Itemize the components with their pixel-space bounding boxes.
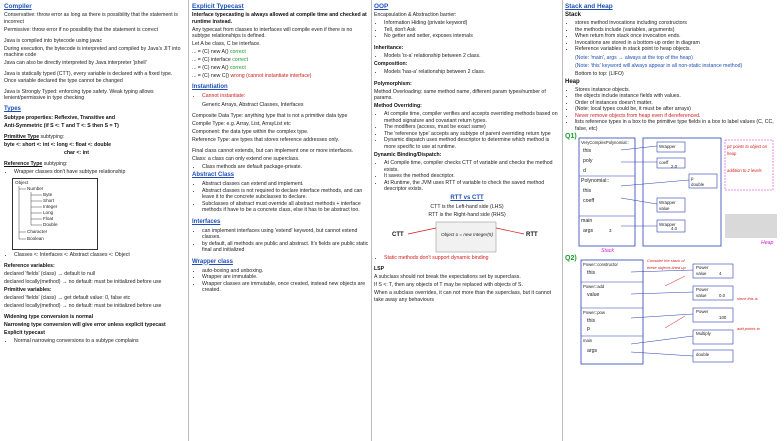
heap-object: coeff <box>659 160 669 165</box>
lsp-title: LSP <box>374 266 385 272</box>
section-title-explicit-typecast: Explicit Typecast <box>192 3 244 10</box>
oop-bullet: • Information Hiding (private keyword) <box>384 20 560 27</box>
heap-object: Power <box>696 287 709 292</box>
heap-bullet: • Order of instances doesn't matter. <box>575 100 781 107</box>
frame-row: p <box>587 326 590 332</box>
stack-bullet: • the methods include (variables, arguments) <box>575 27 781 34</box>
java-line: During execution, the bytecode is interpreted and compiled by Java's JIT into machine code <box>4 45 181 58</box>
heap-object: value <box>696 271 707 276</box>
reference-type-title: Reference Type <box>4 161 43 167</box>
stack-note: (Note: 'main', args → always at the top of the heap) <box>575 54 693 61</box>
example-row: ... = (C) new A() correct <box>192 65 246 71</box>
rtt-line: CTT is the Left-hand side (LHS) <box>430 203 504 210</box>
wrapper-line: • auto-boxing and unboxing. <box>202 268 370 275</box>
tree-node: Double <box>43 221 58 227</box>
q1-label: Q1) <box>565 133 577 140</box>
example-row: ... = (C) new A() correct <box>192 49 246 55</box>
static-typed-text: Java is statically typed (CTT), every variable is declared with a fixed type. Once variable declared the type cannot be changed <box>4 71 173 84</box>
frame-row: this <box>583 188 592 194</box>
java-line: Java can also be directly interpreted by Java interpreter 'jshell' <box>4 60 147 66</box>
annotation: since this is <box>737 296 758 301</box>
heap-object: Multiply <box>696 331 711 336</box>
tree-node: Number <box>27 185 44 191</box>
oop-line: Encapsulation & Abstraction barrier: <box>374 12 457 18</box>
tree-node: Integer <box>43 203 58 209</box>
example-row: ... = (C) new C() wrong (cannot instantiate interface) <box>192 73 312 79</box>
column-divider <box>371 0 372 441</box>
lsp-line: If S <: T, then any objects of T may be replaced with objects of S. <box>374 282 523 288</box>
inheritance-bullet: • Models 'is-a' relationship between 2 class. <box>384 53 560 60</box>
composition-bullet: • Models 'has-a' relationship between 2 class. <box>384 69 560 76</box>
column-divider <box>188 0 189 441</box>
wrapper-line: • Wrapper are immutable. <box>202 274 370 281</box>
explicit-line: • Normal narrowing conversions to a subtype complains <box>14 338 186 345</box>
tree-node: Byte <box>43 191 53 197</box>
primitive-chain: char <: int <box>64 150 89 156</box>
component-text: Component: the data type within the complex type. <box>192 128 309 135</box>
interfaces-line: • by default, all methods are public and abstract. It's fields are public static final and initialized <box>202 241 370 254</box>
heap-bullet: • Never remove objects from heap even if dereferenced. <box>575 113 781 120</box>
dynamic-bullet: • At Compile time, compiler checks CTT of variable and checks the method exists. <box>384 160 560 173</box>
overriding-bullet: • The 'reference type' accepts any subtype of parent overriding return type <box>384 131 560 138</box>
overriding-title: Method Overriding: <box>374 103 422 109</box>
heap-bullet: • Stores instance objects. <box>575 87 781 94</box>
primvar-line: declared locally(method) → no default: must be initialized before use <box>4 303 162 309</box>
dynamic-binding-title: Dynamic Binding/Dispatch: <box>374 152 442 158</box>
explicit-title: Explicit typecast <box>4 330 45 336</box>
typecast-line: Any typecast from classes to interfaces will compile even if there is no subtype relationships is defined. <box>192 26 353 39</box>
sketch-ctt-label: CTT <box>392 231 404 238</box>
heap-object: double <box>691 182 705 187</box>
sketch-center-text: Object o = new Integer(5) <box>441 231 493 237</box>
stack-title: Stack <box>565 12 582 18</box>
heap-bullet: • lists reference types in a box to the primitive type fields in a box to label values (C, CC, false, etc) <box>575 119 781 132</box>
stack-note: (Note: 'this' keyword will always appear in all non-static instance method) <box>575 62 743 69</box>
section-title-interfaces: Interfaces <box>192 218 221 225</box>
types-line: Anti-Symmetric (if S <: T and T <: S then S = T) <box>4 123 119 129</box>
frame-row: coeff <box>583 198 595 204</box>
overriding-bullet: • Dynamic dispatch uses method descriptor to determine which method is more specific to use at runtime. <box>384 137 560 150</box>
heap-object: Wrapper <box>659 200 676 205</box>
frame-row: Polynomial:: <box>581 178 610 184</box>
rtt-ctt-sketch <box>374 220 560 254</box>
tree-lines <box>13 179 97 249</box>
annotation: add points to <box>737 326 760 331</box>
tree-node: Float <box>43 215 54 221</box>
reference-type-sub: subtyping: <box>43 161 68 167</box>
section-title-abstract: Abstract Class <box>192 172 235 178</box>
heap-object: Power <box>696 265 709 270</box>
lifo-text: Bottom to top: (LIFO) <box>575 70 624 77</box>
oop-bullet: • No getter and setter, exposes internals <box>384 33 560 40</box>
typecast-line: Interface typecasting is always allowed at compile time and checked at runtime instead. <box>192 12 367 25</box>
column-divider <box>562 0 563 441</box>
refvar-title: Reference variables: <box>4 263 55 269</box>
frame-title: Power::constructor <box>583 262 618 267</box>
frame-row: value <box>587 292 600 298</box>
polymorphism-title: Polymorphism: <box>374 80 412 87</box>
oop-bullet: • Tell, don't Ask <box>384 27 560 34</box>
stack-bullet: • stores method invocations including constructors <box>575 20 781 27</box>
stack-heap-diagram-q2 <box>565 256 781 366</box>
tree-node: Object <box>15 179 29 185</box>
frame-row: args <box>587 348 598 354</box>
composite-text: Composite Data Type: anything type that is not a primitive data type <box>192 112 348 119</box>
primitive-chain: byte <: short <: int <: long <: float <: double <box>4 142 112 148</box>
section-title-instantiation: Instantiation <box>192 84 228 90</box>
heap-value: 3 <box>609 228 612 233</box>
frame-row: this <box>587 270 596 276</box>
abstract-line: • Abstract classes is not required to declare interface methods, and can leave it to the concrete subclasses to declare. <box>202 188 370 201</box>
overloading-text: Method Overloading: same method name, different param types/number of params. <box>374 88 546 101</box>
reference-type-text: Reference Type: are types that stores reference addresses only. <box>192 136 340 143</box>
inst-line: Generic Arrays, Abstract Classes, Interfaces <box>202 101 304 108</box>
example-row: ... = (C) interface correct <box>192 57 249 63</box>
heap-object: value <box>659 206 670 211</box>
stack-bullet: • Invocations are stored in a bottom-up order in diagram <box>575 40 781 47</box>
tree-node: Long <box>43 209 54 215</box>
type-hierarchy-diagram <box>12 178 98 250</box>
primvar-line: declared 'fields' (class) → get default value: 0, false etc <box>4 295 131 301</box>
heap-bullet: • (Note: local types could be, it must be after arrays) <box>575 106 781 113</box>
column-stack-heap <box>565 3 781 441</box>
abstract-line: • Subclasses of abstract must override all abstract methods + interface methods if have to be a concrete class, else it has to be abstract too. <box>202 201 370 214</box>
final-text: Final class cannot extends, but can implement one or more interfaces. <box>192 147 354 154</box>
wrapper-line: • Wrapper classes are immutable, once created, instead new objects are created. <box>202 281 370 294</box>
tree-node: Short <box>43 197 54 203</box>
inheritance-title: Inheritance: <box>374 44 404 51</box>
class-bullet: • Class methods are default package-private. <box>202 164 370 171</box>
types-line: Subtype properties: Reflexive, Transitive and <box>4 115 115 121</box>
widening-title: Widening type conversion is normal <box>4 314 94 320</box>
frame-row: poly <box>583 158 593 164</box>
section-title-wrapper: Wrapper class <box>192 258 233 265</box>
heap-value: 0.0 <box>719 293 726 298</box>
annotation: Consider the stack of these objects lined up <box>647 258 686 270</box>
compiler-conservative: Conservative: throw error as long as there is possibility that the statement is incorrect <box>4 12 178 25</box>
class-text: Class: a class can only extend one superclass. <box>192 155 300 162</box>
column-oop <box>374 3 560 441</box>
stack-bullet: • Reference variables in stack point to heap objects. <box>575 46 781 53</box>
heap-object: Power <box>696 309 709 314</box>
lsp-line: When a subclass overrides, it can not more than the superclass, but it cannot take away any behaviours <box>374 290 552 303</box>
heap-bullet: • the objects include instance fields with values. <box>575 93 781 100</box>
compile-type-text: Compile Type: e.g. Array, List, ArrayList etc <box>192 120 291 127</box>
heap-object: double <box>696 352 710 357</box>
rtt-line: RTT is the Right-hand side (RHS) <box>428 211 506 218</box>
heap-object: value <box>696 293 707 298</box>
primitive-type-sub: subtyping: <box>40 134 65 140</box>
tree-node: Character <box>27 228 48 234</box>
narrowing-title: Narrowing type conversion will give error unless explicit typecast <box>4 322 166 328</box>
frame-title: VeryComplexPolynomial:: <box>581 140 629 145</box>
annotation: ptr points to object on heap <box>727 144 768 156</box>
frame-row: main <box>581 218 593 224</box>
abstract-line: • Abstract classes can extend and implement. <box>202 181 370 188</box>
refvar-line: declared locally(method) → no default: must be initialized before use <box>4 279 162 285</box>
q2-label: Q2) <box>565 255 577 262</box>
strong-typed-text: Java is Strongly Typed: enforcing type safety. Weak typing allows lenient/permissive in type checking <box>4 88 154 101</box>
column-compiler-types <box>4 3 186 441</box>
example-intro: Let A be class, C be interface. <box>192 41 261 47</box>
inst-line: • Cannot instantiate: <box>202 93 370 100</box>
stack-bullet: • When return from stack once invocation ends. <box>575 33 781 40</box>
java-line: Java is compiled into bytecode using javac <box>4 37 103 44</box>
primitive-type-title: Primitive Type <box>4 134 40 140</box>
annotation: addition to 2 levels <box>727 168 762 173</box>
composition-title: Composition: <box>374 61 408 67</box>
frame-title: Power::pow <box>583 310 605 315</box>
section-title-oop: OOP <box>374 3 389 10</box>
frame-row: this <box>587 318 596 324</box>
section-title-types: Types <box>4 106 21 112</box>
heap-object: Wrapper <box>659 222 676 227</box>
heap-value: 4 <box>719 271 722 276</box>
stack-heap-diagram-q1 <box>565 134 781 256</box>
heap-label: Heap <box>761 240 774 246</box>
heap-title: Heap <box>565 78 580 85</box>
column-typecast-classes <box>192 3 370 441</box>
heap-value: 4.0 <box>671 226 678 231</box>
static-methods-note: • Static methods don't support dynamic binding <box>384 255 560 262</box>
frame-row: args <box>583 228 594 234</box>
frame-title: main <box>583 338 593 343</box>
frame-row: d <box>583 168 586 174</box>
interfaces-line: • can implement interfaces using 'extend' keyword, but cannot extend classes. <box>202 228 370 241</box>
heap-object: p <box>691 176 694 181</box>
heap-object: Wrapper <box>659 144 676 149</box>
overriding-bullet: • The modifiers (access, must be exact same) <box>384 124 560 131</box>
compiler-permissive: Permissive: throw error if no possibility that the statement is correct <box>4 26 158 33</box>
classes-hierarchy: • Classes <: Interfaces <: Abstract classes <: Object <box>14 252 186 259</box>
frame-title: Power::add <box>583 284 605 289</box>
frame-row: this <box>583 148 592 154</box>
heap-value: 2.0 <box>671 164 678 169</box>
dynamic-bullet: • It saves the method descriptor. <box>384 173 560 180</box>
tree-node: Boolean <box>27 235 44 241</box>
heap-value: 100 <box>719 315 727 320</box>
overriding-bullet: • At compile time, compiler verifies and accepts overriding methods based on method signature and covariant return types. <box>384 111 560 124</box>
stack-label: Stack <box>601 248 614 254</box>
dynamic-bullet: • At Runtime, the JVM uses RTT of variable to check the saved method descriptor exists. <box>384 180 560 193</box>
refvar-line: declared 'fields' (class) → default to null <box>4 271 96 277</box>
primvar-title: Primitive variables: <box>4 287 52 293</box>
lsp-line: A subclass should not break the expectations set by superclass. <box>374 274 521 280</box>
wrapper-note: • Wrapper classes don't have subtype relationship <box>14 169 186 176</box>
section-title-stack-heap: Stack and Heap <box>565 3 613 10</box>
sketch-rtt-label: RTT <box>526 231 538 238</box>
section-title-compiler: Compiler <box>4 3 32 10</box>
section-title-rtt-ctt: RTT vs CTT <box>450 194 484 201</box>
